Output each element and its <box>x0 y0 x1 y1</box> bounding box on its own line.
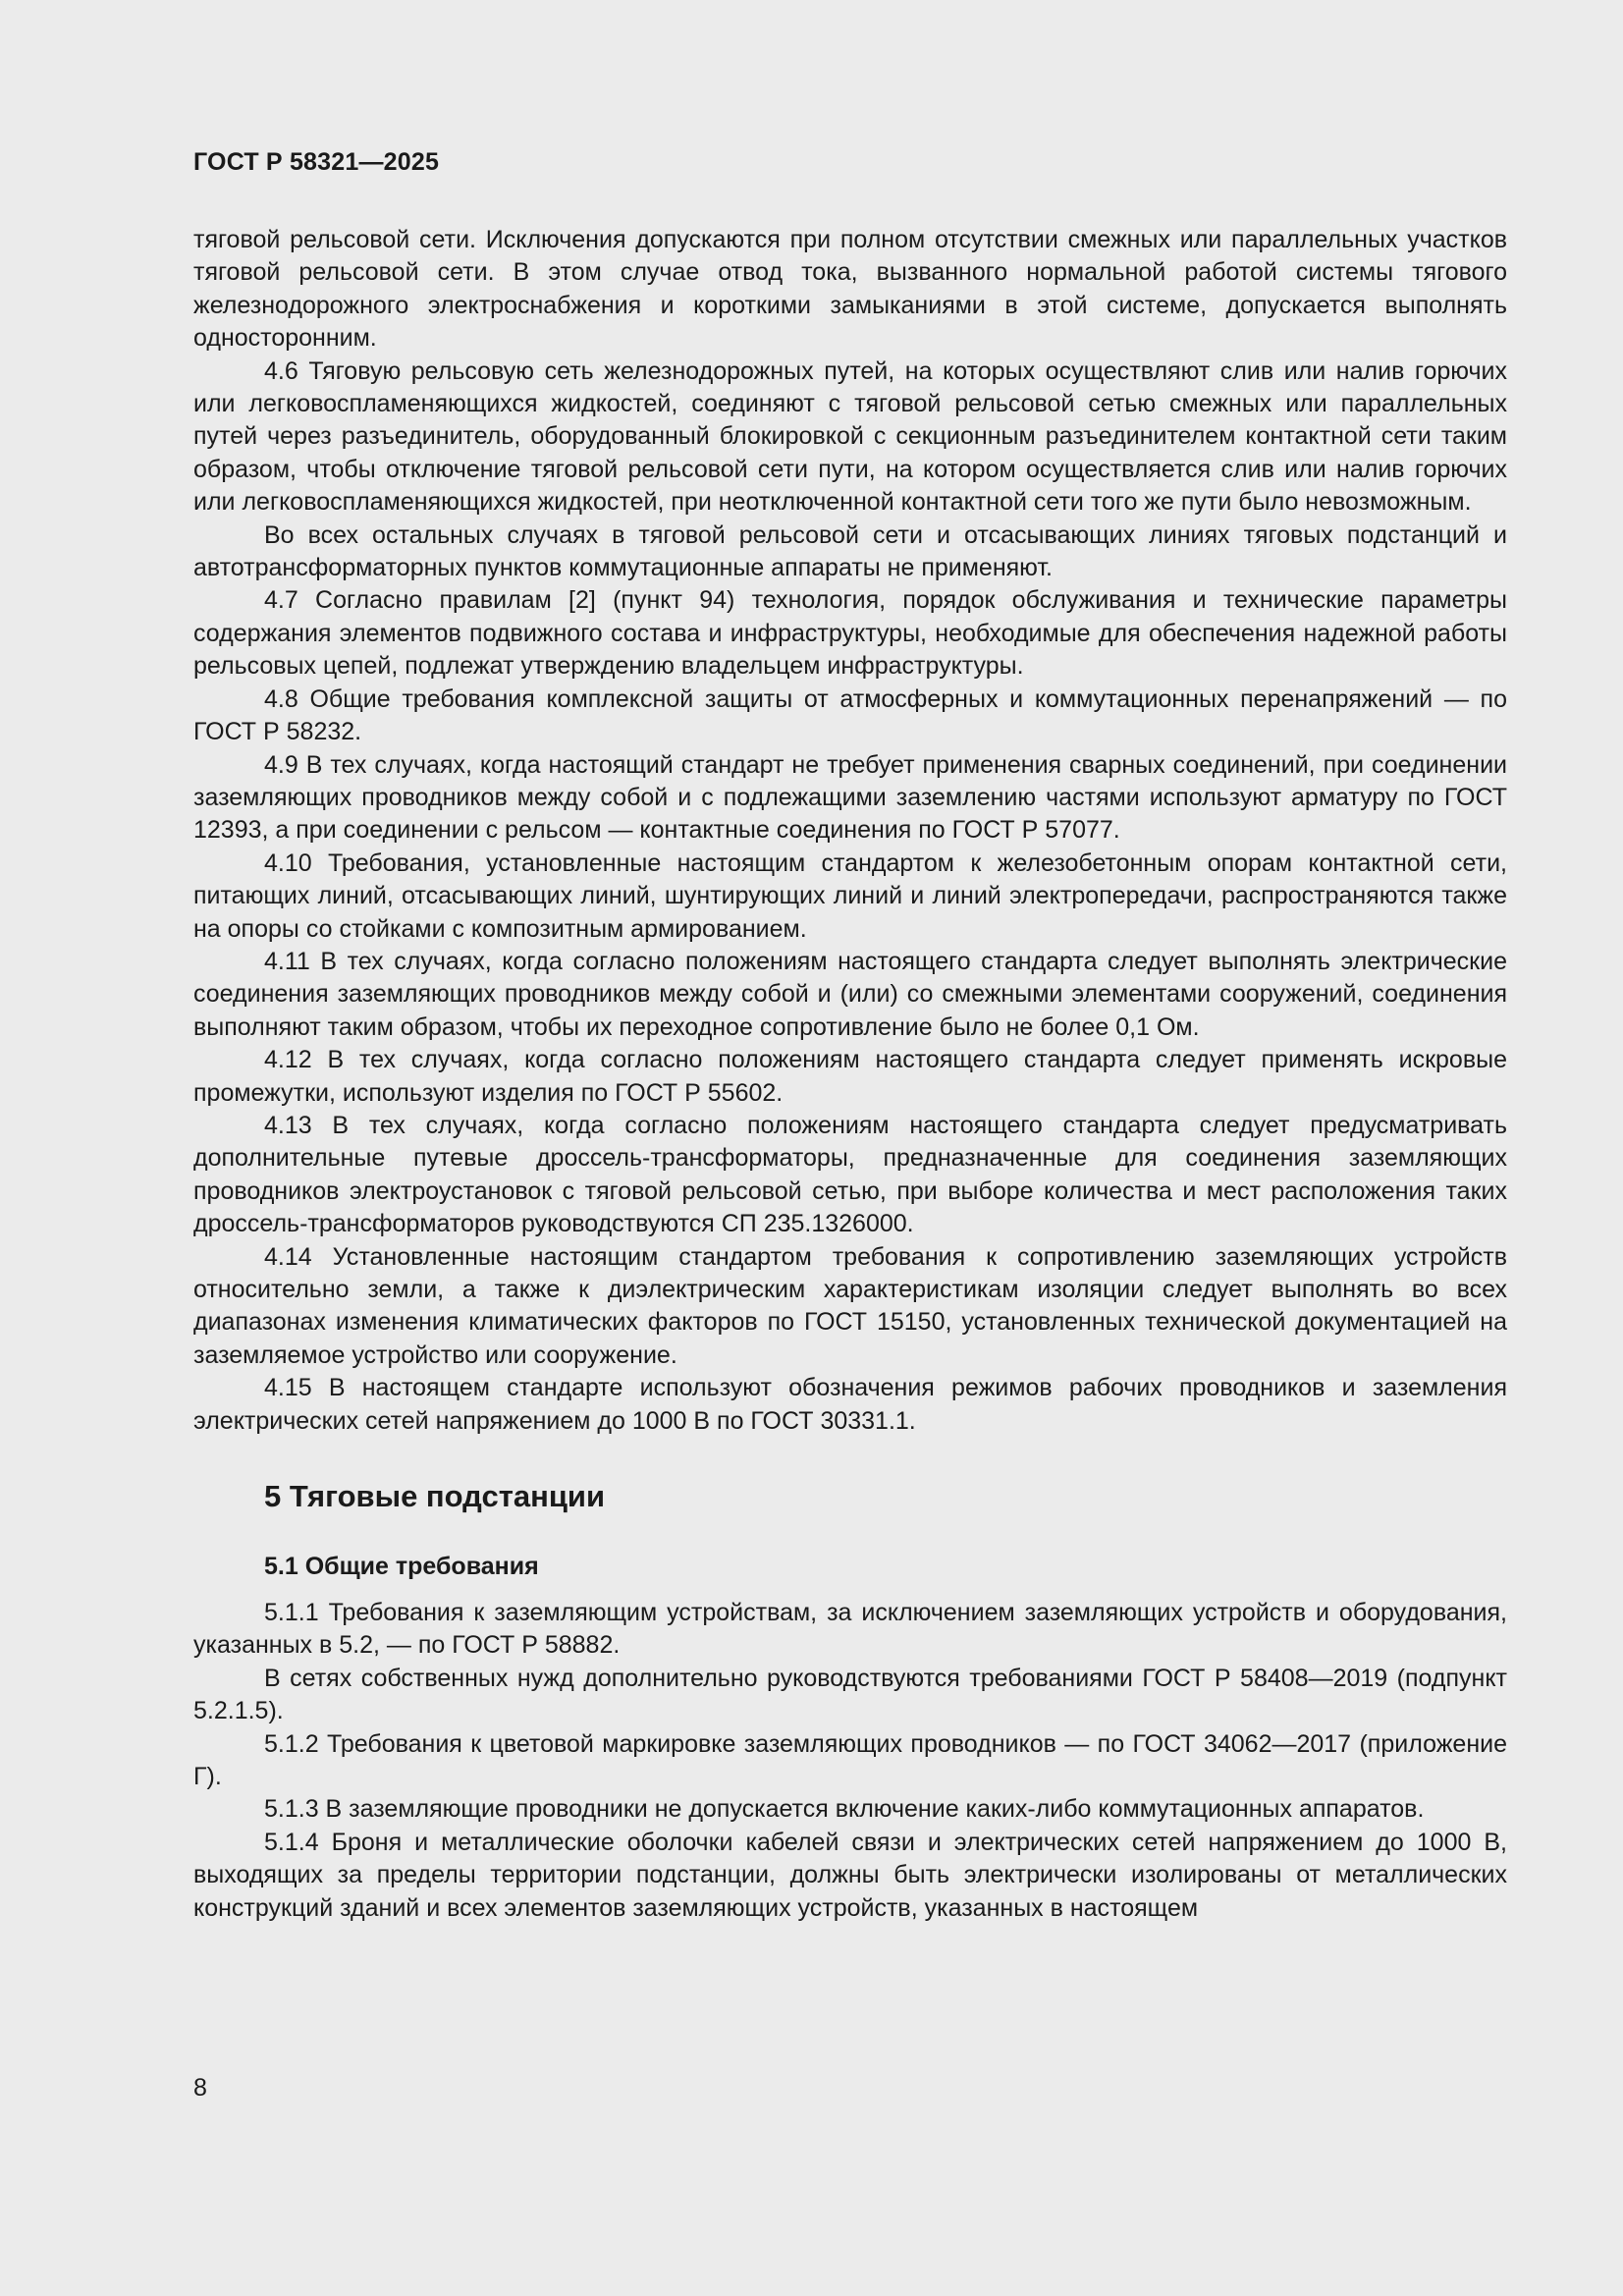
paragraph-4-6-note: Во всех остальных случаях в тяговой рельсовой сети и отсасывающих линиях тяговых подстанций и автотрансформаторных пунктов коммутационные аппараты не применяют. <box>193 520 1507 582</box>
paragraph-4-6: 4.6 Тяговую рельсовую сеть железнодорожных путей, на которых осуществляют слив или налив горючих или легковоспламеняющихся жидкостей, соединяют с тяговой рельсовой сетью смежных или параллельных путей через разъединитель, оборудованный блокировкой с секционным разъединителем контактной сети таким образом, чтобы отключение тяговой рельсовой сети пути, на котором осуществляется слив или налив горючих или легковоспламеняющихся жидкостей, при неотключенной контактной сети того же пути было невозможным. <box>193 356 1507 517</box>
section-heading: 5 Тяговые подстанции <box>264 1479 606 1514</box>
paragraph-4-14: 4.14 Установленные настоящим стандартом требования к сопротивлению заземляющих устройств относительно земли, а также к диэлектрическим характеристикам изоляции следует выполнять во всех диапазонах изменения климатических факторов по ГОСТ 15150, установленных технической документацией на заземляемое устройство или сооружение. <box>193 1242 1507 1369</box>
paragraph-5-1-3: 5.1.3 В заземляющие проводники не допускается включение каких-либо коммутационных аппаратов. <box>264 1795 1425 1824</box>
paragraph-4-7: 4.7 Согласно правилам [2] (пункт 94) технология, порядок обслуживания и технические параметры содержания элементов подвижного состава и инфраструктуры, необходимые для обеспечения надежной работы рельсовых цепей, подлежат утверждению владельцем инфраструктуры. <box>193 586 1507 681</box>
paragraph-4-15: 4.15 В настоящем стандарте используют обозначения режимов рабочих проводников и заземления электрических сетей напряжением до 1000 В по ГОСТ 30331.1. <box>193 1374 1507 1435</box>
subsection-heading: 5.1 Общие требования <box>264 1553 539 1581</box>
paragraph-4-9: 4.9 В тех случаях, когда настоящий стандарт не требует применения сварных соединений, при соединении заземляющих проводников между собой и с подлежащими заземлению частями используют арматуру по ГОСТ 12393, а при соединении с рельсом — контактные соединения по ГОСТ Р 57077. <box>193 750 1507 845</box>
page-number: 8 <box>193 2074 207 2102</box>
paragraph-5-1-1-note: В сетях собственных нужд дополнительно руководствуются требованиями ГОСТ Р 58408—2019 (подпункт 5.2.1.5). <box>193 1664 1507 1725</box>
document-header: ГОСТ Р 58321—2025 <box>193 148 440 176</box>
document-body <box>193 224 1507 1925</box>
paragraph-continuation: тяговой рельсовой сети. Исключения допускаются при полном отсутствии смежных или параллельных участков тяговой рельсовой сети. В этом случае отвод тока, вызванного нормальной работой системы тягового железнодорожного электроснабжения и короткими замыканиями в этой системе, допускается выполнять односторонним. <box>193 226 1507 353</box>
paragraph-5-1-2: 5.1.2 Требования к цветовой маркировке заземляющих проводников — по ГОСТ 34062—2017 (приложение Г). <box>193 1729 1507 1791</box>
paragraph-5-1-4: 5.1.4 Броня и металлические оболочки кабелей связи и электрических сетей напряжением до 1000 В, выходящих за пределы территории подстанции, должны быть электрически изолированы от металлических конструкций зданий и всех элементов заземляющих устройств, указанных в настоящем <box>193 1828 1507 1922</box>
paragraph-4-8: 4.8 Общие требования комплексной защиты от атмосферных и коммутационных перенапряжений — по ГОСТ Р 58232. <box>193 684 1507 746</box>
paragraph-4-13: 4.13 В тех случаях, когда согласно положениям настоящего стандарта следует предусматривать дополнительные путевые дроссель-трансформаторы, предназначенные для соединения заземляющих проводников электроустановок с тяговой рельсовой сетью, при выборе количества и мест расположения таких дроссель-трансформаторов руководствуются СП 235.1326000. <box>193 1111 1507 1238</box>
paragraph-5-1-1: 5.1.1 Требования к заземляющим устройствам, за исключением заземляющих устройств и оборудования, указанных в 5.2, — по ГОСТ Р 58882. <box>193 1599 1507 1660</box>
paragraph-4-10: 4.10 Требования, установленные настоящим стандартом к железобетонным опорам контактной сети, питающих линий, отсасывающих линий, шунтирующих линий и линий электропередачи, распространяются также на опоры со стойками с композитным армированием. <box>193 848 1507 943</box>
paragraph-4-11: 4.11 В тех случаях, когда согласно положениям настоящего стандарта следует выполнять электрические соединения заземляющих проводников между собой и (или) со смежными элементами сооружений, соединения выполняют таким образом, чтобы их переходное сопротивление было не более 0,1 Ом. <box>193 947 1507 1041</box>
paragraph-4-12: 4.12 В тех случаях, когда согласно положениям настоящего стандарта следует применять искровые промежутки, используют изделия по ГОСТ Р 55602. <box>193 1046 1507 1107</box>
